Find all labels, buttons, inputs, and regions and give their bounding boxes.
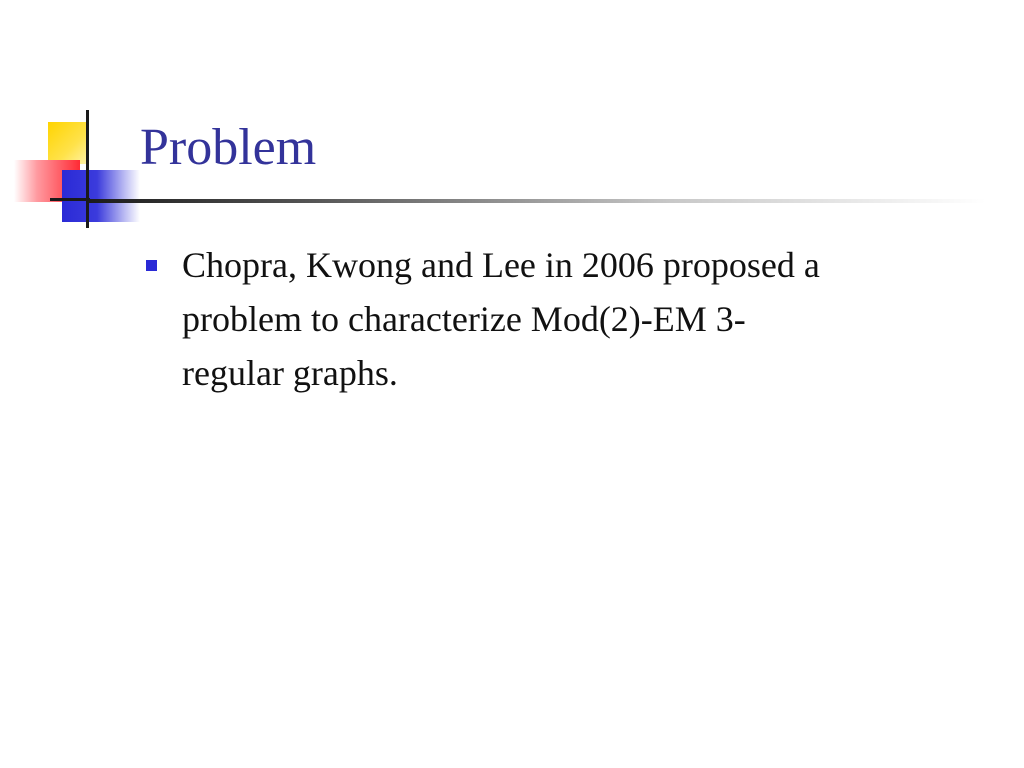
logo-yellow-square [48,122,88,164]
square-bullet-icon [146,260,157,271]
bullet-list [146,238,966,400]
corner-logo [0,0,140,240]
bullet-item [146,238,966,400]
slide-content [146,238,966,400]
bullet-text: Chopra, Kwong and Lee in 2006 proposed a problem to characterize Mod(2)-EM 3-regular graphs. [182,245,820,393]
title-underline-rule [86,199,986,203]
logo-vertical-line [86,110,89,228]
logo-horizontal-line [50,198,90,201]
slide-title: Problem [140,119,317,176]
logo-blue-square [62,170,140,222]
